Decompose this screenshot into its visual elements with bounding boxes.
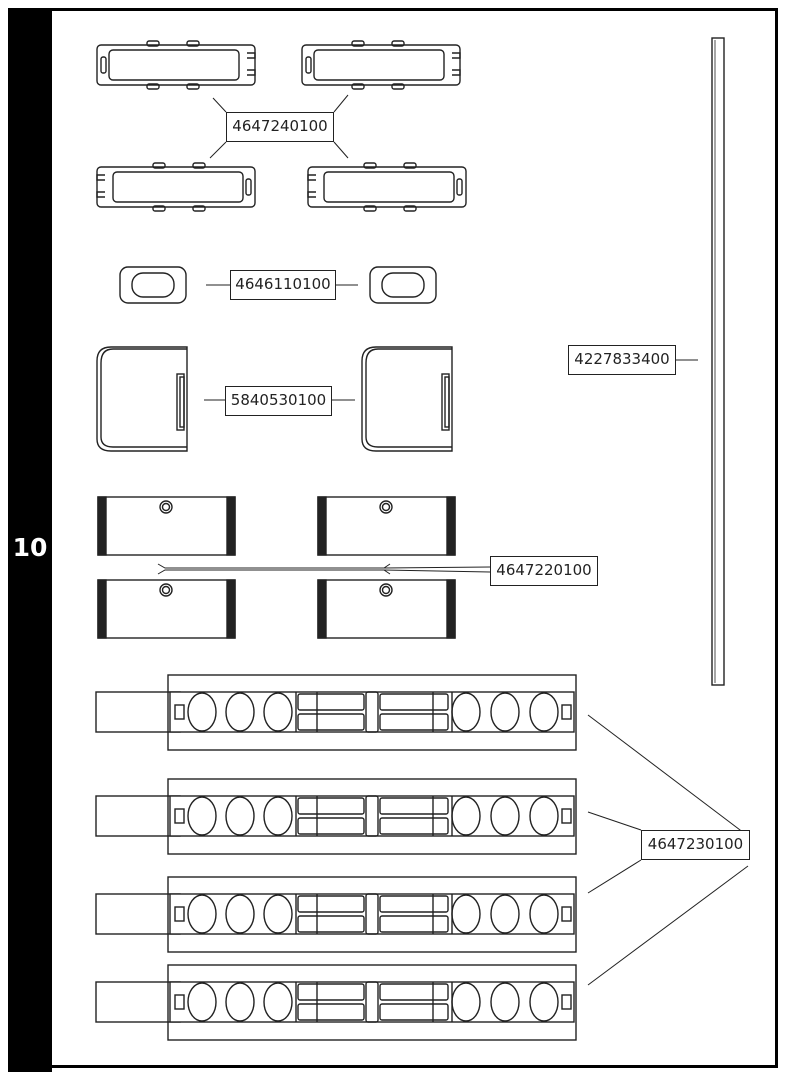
leader-bracket xyxy=(158,564,490,574)
step-number: 10 xyxy=(12,533,48,562)
bracket-4 xyxy=(318,580,455,638)
part-label-end-cap: 5840530100 xyxy=(225,386,332,416)
clip-large-2 xyxy=(302,41,460,89)
clip-small-right xyxy=(370,267,436,303)
part-label-clip-small: 4646110100 xyxy=(230,270,336,300)
part-label-clip-large: 4647240100 xyxy=(226,112,334,142)
part-label-holder-strip: 4647230100 xyxy=(641,830,750,860)
part-label-bracket: 4647220100 xyxy=(490,556,598,586)
holder-strip-4 xyxy=(96,965,576,1040)
bracket-3 xyxy=(98,580,235,638)
clip-large-1 xyxy=(97,41,255,89)
clip-small-left xyxy=(120,267,186,303)
clip-large-4 xyxy=(308,163,466,211)
holder-strip-2 xyxy=(96,779,576,854)
clip-large-3 xyxy=(97,163,255,211)
bracket-2 xyxy=(318,497,455,555)
end-cap-left xyxy=(97,347,187,451)
holder-strip-1 xyxy=(96,675,576,750)
part-label-long-rail: 4227833400 xyxy=(568,345,676,375)
end-cap-right xyxy=(362,347,452,451)
long-rail xyxy=(712,38,724,685)
bracket-1 xyxy=(98,497,235,555)
holder-strip-3 xyxy=(96,877,576,952)
